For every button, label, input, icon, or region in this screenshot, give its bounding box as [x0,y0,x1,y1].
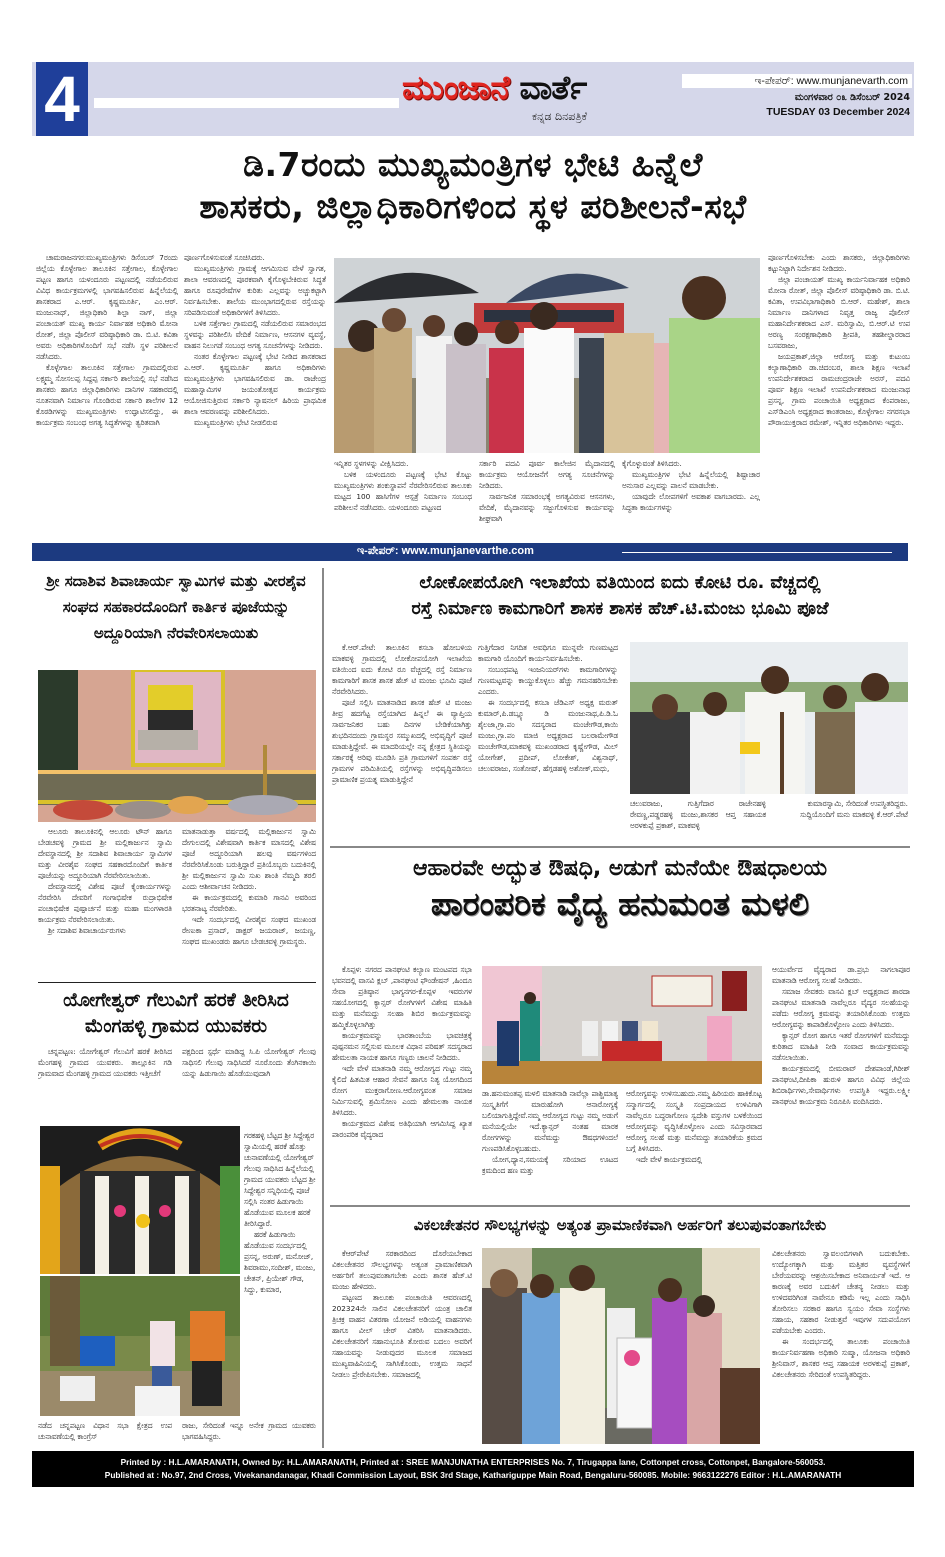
lead-col-6: ಪೂರ್ಣಗೊಳಿಸಬೇಕು ಎಂದು ಶಾಸಕರು, ಜಿಲ್ಲಾಧಿಕಾರಿಗಳು ಕಟ್ಟುನಿಟ್ಟಾಗಿ ನಿರ್ದೇಶನ ನೀಡಿದರು. ಜಿಲ್ಲಾ ಪಂಚಾಯತ್ ಮುಖ್ಯ ಕಾರ್ಯನಿರ್ವಾಹಕ ಅಧಿಕಾರಿ ಮೋನಾ ರೋತ್, ಜಿಲ್ಲಾ ಪೊಲೀಸ್ ವರಿಷ್ಠಾಧಿಕಾರಿ ಡಾ. ಬಿ.ಟಿ. ಕವಿತಾ, ಉಪವಿಭಾಗಾಧಿಕಾರಿ ಬಿ.ಆರ್. ಮಹೇಶ್, ಶಾಲಾ ನಿರ್ಮಾಣ ದಾನಿಗಳಾದ ನಿವೃತ್ತ ರಾಜ್ಯ ಪೊಲೀಸ್ ಮಹಾನಿರ್ದೇಶಕರಾದ ಎಸ್. ಮರಿಸ್ವಾಮಿ, ಬಿ.ಆರ್.ಟಿ ಉಪ ಅರಣ್ಯ ಸಂರಕ್ಷಣಾಧಿಕಾರಿ ಶ್ರೀಪತಿ, ತಹಶೀಲ್ದಾರರಾದ ಬಸವರಾಜು, ಜಯಪ್ರಕಾಶ್,ಜಿಲ್ಲಾ ಆರೋಗ್ಯ ಮತ್ತು ಕುಟುಂಬ ಕಲ್ಯಾಣಾಧಿಕಾರಿ ಡಾ.ಚಿದಂಬರ, ಶಾಲಾ ಶಿಕ್ಷಣ ಇಲಾಖೆ ಉಪನಿರ್ದೇಶಕರಾದ ರಾಮಚಂದ್ರರಾಜೇ ಅರಸ್, ಪದವಿ ಪೂರ್ವ ಶಿಕ್ಷಣ ಇಲಾಖೆ ಉಪನಿರ್ದೇಶಕರಾದ ಮಂಜುನಾಥ ಪ್ರಸನ್ನ, ಗ್ರಾಮ ಪಂಚಾಯಿತಿ ಅಧ್ಯಕ್ಷರಾದ ಕೆಂಪರಾಜು, ಎಸ್‌ಡಿಎಂಸಿ ಅಧ್ಯಕ್ಷರಾದ ಕಾಂತರಾಜು, ಕೊಳ್ಳೇಗಾಲ ನಗರಸಭಾ ಪೌರಾಯುಕ್ತರಾದ ರಮೇಶ್, ಇನ್ನಿತರ ಅಧಿಕಾರಿಗಳು ಇದ್ದರು. [768,253,910,427]
yogeshwar-col-1: ಚನ್ನಪಟ್ಟಣ: ಯೋಗೇಶ್ವರ್ ಗೆಲುವಿಗೆ ಹರಕೆ ತೀರಿಸಿದ ಮೆಂಗಹಳ್ಳಿ ಗ್ರಾಮದ ಯುವಕರು. ತಾಲ್ಲೂಕಿನ ಗಡಿ ಗ್ರಾಮವಾದ ಮೆಂಗಹಳ್ಳಿ ಗ್ರಾಮದ ಯುವಕರು ಇತ್ತೀಚೆಗೆ [38,1047,172,1078]
disabled-headline: ವಿಕಲಚೇತನರ ಸೌಲಭ್ಯಗಳನ್ನು ಅತ್ಯಂತ ಪ್ರಾಮಾಣಿಕವಾಗಿ ಅರ್ಹರಿಗೆ ತಲುಪುವಂತಾಗಬೇಕು [413,1216,827,1234]
road-photo [630,642,908,794]
ayurveda-col-3: ಆರೋಗ್ಯವನ್ನು ಉಳಿಸಬಹುದು.ನಮ್ಮ ಹಿರಿಯರು ಹಾಕಿಕೊಟ್ಟ ಸನ್ಮಾರ್ಗದಲ್ಲಿ ಸಂಸ್ಕೃತಿ ಸಂಪ್ರದಾಯದ ಉಳಿವಿಗಾಗಿ ನಾವೆಲ್ಲರೂ ಬದ್ಧರಾಗೋಣ ಸ್ವದೇಶಿ ವಸ್ತುಗಳ ಬಳಕೆಯಿಂದ ಆರೋಗ್ಯವನ್ನು ವೃದ್ಧಿಸಿಕೊಳ್ಳೋಣ ಎಂದು ಸವಿಸ್ತಾರವಾದ ಆರೋಗ್ಯ ಸಲಹೆ ಮತ್ತು ಮನೆಮದ್ದು ತಯಾರಿಕೆಯ ಕ್ರಮದ ಬಗ್ಗೆ ತಿಳಿಸಿದರು. ಇದೇ ವೇಳೆ ಕಾರ್ಯಕ್ರಮದಲ್ಲಿ [626,1089,762,1164]
health-camp-stage-image [482,966,762,1084]
logo-part1: ಮುಂಜಾನೆ [402,68,509,107]
column-divider [322,568,324,1448]
logo-part2: ವಾರ್ತೆ [519,68,587,107]
ayurveda-col-2: ಡಾ.ಹನುಮಂತಪ್ಪ ಮಳಲಿ ಮಾತನಾಡಿ ನಾವೆಲ್ಲಾ ಪಾಶ್ಚಿಮಾತ್ಯ ಸಂಸ್ಕೃತಿಗೆಗೆ ಮಾರುಹೋಗಿ ಆನಾರೋಗ್ಯಕ್ಕೆ ಬಲಿಯಾಗುತ್ತಿದ್ದೇವೆ.ನಮ್ಮ ಆರೋಗ್ಯದ ಗುಟ್ಟು ನಮ್ಮ ಅಡುಗೆ ಮನೆಯಲ್ಲಿಯೇ ಇದೆ.ಕ್ಯಾನ್ಸರ್ ನಂತಹ ಮಾರಕ ರೋಗಗಳನ್ನು ಮನೆಮದ್ದು ಔಷಧಗಳಿಂದಲೆ ಗುಣಪಡಿಸಿಕೊಳ್ಳಬಹುದು. ಯೋಗ,ಧ್ಯಾನ,ಸಮಯಕ್ಕೆ ಸರಿಯಾದ ಊಟದ ಕ್ರಮದಿಂದ ಹಣ ಮತ್ತು [482,1089,618,1175]
yogeshwar-col-2: ಪಕ್ಷದಿಂದ ಸ್ಪರ್ಧೆ ಮಾಡಿದ್ದ ಸಿ.ಪಿ ಯೋಗೇಶ್ವರ್ ಗೆಲುವು ಸಾಧಿಸಲಿ ಗೆಲುವು ಸಾಧಿಸಿದರೆ ನೂರೊಂದು ತೆಂಗಿನಕಾಯಿ ಯನ್ನು ಹಿಡುಗಾಯಿ ಹೊಡೆಯುವುದಾಗಿ [182,1047,316,1078]
newspaper-logo [402,68,586,108]
yogeshwar-col-4: ನಡೆದ ಚನ್ನಪಟ್ಟಣ ವಿಧಾನ ಸಭಾ ಕ್ಷೇತ್ರದ ಉಪ ಚುನಾವಣೆಯಲ್ಲಿ ಕಾಂಗ್ರೆಸ್ [38,1421,172,1441]
newspaper-page [32,58,914,1488]
lead-headline-line1: ಡಿ.7ರಂದು ಮುಖ್ಯಮಂತ್ರಿಗಳ ಭೇಟಿ ಹಿನ್ನೆಲೆ [243,145,703,184]
road-col-2: ಗುತ್ತಿಗೆದಾರ ನಿಗದಿತ ಅವಧಿಗೂ ಮುನ್ನವೇ ಗುಣಮಟ್ಟದ ಕಾಮಗಾರಿ ಯೊಂದಿಗೆ ಕಾರ್ಯನಿರ್ವಹಿಸಬೇಕು. ಸಂಬಂಧಪಟ್ಟ ಇಂಜನಿಯರ್‌ಗಳು ಕಾಮಗಾರಿಗಳನ್ನು ಗುಣಮಟ್ಟವನ್ನು ಕಾಯ್ದುಕೊಳ್ಳಲು ಹೆಚ್ಚು ಗಮನಹರಿಸಬೇಕು ಎಂದರು. ಈ ಸಂದರ್ಭದಲ್ಲಿ ಕಸಬಾ ಜೆಡಿಎಸ್ ಅಧ್ಯಕ್ಷ ಮರುತ್ ಕುಮಾರ್,ಪಿ.ಡಬ್ಲ್ಯೂ ಡಿ ಮಂಜುನಾಥ,ಪಿ.ಡಿ.ಓ ಶೈಲಜಾ,ಗ್ರಾ.ಪಂ ಸದಸ್ಯರಾದ ಮಂಜೇಗೌಡ,ಕಾಯಿ ಮಂಜು,ಗ್ರಾ.ಪಂ ಮಾಜಿ ಅಧ್ಯಕ್ಷರಾದ ಬಲರಾಮೇಗೌಡ ಮಂಚೇಗೌಡ,ಮಾಕವಳ್ಳಿ ಮುಖಂಡರಾದ ಕೃಷ್ಣೇಗೌಡ, ಮಿಲ್ ಯೋಗೇಶ್, ಪ್ರದೀಪ್, ಲೋಕೇಶ್, ವಿಶ್ವನಾಥ್, ಚಲುವರಾಜು, ಸಂತೋಷ್, ಹೆಗ್ಗಡಹಳ್ಳಿ ಅಶೋಕ್,ಮಧು, [478,643,618,773]
lead-col-2: ಪೂರ್ಣಗೊಳಿಸುವಂತೆ ಸೂಚಿಸಿದರು. ಮುಖ್ಯಮಂತ್ರಿಗಳು ಗ್ರಾಮಕ್ಕೆ ಆಗಮಿಸುವ ವೇಳೆ ಸ್ವಾಗತ, ಶಾಲಾ ಆವರಣದಲ್ಲಿ ಪೂರಕವಾಗಿ ಕೈಗೊಳ್ಳಬೇಕಿರುವ ಸಿದ್ಧತೆ ಹಾಗೂ ರೂಪುರೇಷೆಗಳ ಕುರಿತು ಎಲ್ಲವನ್ನು ಅಚ್ಚುಕಟ್ಟಾಗಿ ನಿರ್ವಹಿಸಬೇಕು. ಶಾಲೆಯ ಮುಂಭಾಗದಲ್ಲಿರುವ ರಸ್ತೆಯನ್ನು ಸರಿಪಡಿಸುವಂತೆ ಅಧಿಕಾರಿಗಳಿಗೆ ತಿಳಿಸಿದರು. ಬಳಿಕ ಸತ್ತೇಗಾಲ ಗ್ರಾಮದಲ್ಲಿ ನಡೆಯಲಿರುವ ಸಮಾರಂಭದ ಸ್ಥಳವನ್ನು ಪರಿಶೀಲಿಸಿ ವೇದಿಕೆ ನಿರ್ಮಾಣ, ಆಸನಗಳ ವ್ಯವಸ್ಥೆ, ವಾಹನ ನಿಲುಗಡೆ ಸಂಬಂಧ ಅಗತ್ಯ ಸೂಚನೆಗಳನ್ನು ನೀಡಿದರು. ನಂತರ ಕೊಳ್ಳೇಗಾಲ ಪಟ್ಟಣಕ್ಕೆ ಭೇಟಿ ನೀಡಿದ ಶಾಸಕರಾದ ಎ.ಆರ್. ಕೃಷ್ಣಮೂರ್ತಿ ಹಾಗೂ ಅಧಿಕಾರಿಗಳು ಮುಖ್ಯಮಂತ್ರಿಗಳು ಭಾಗವಹಿಸಲಿರುವ ಡಾ. ರಾಜೇಂದ್ರ ಮಹಾಸ್ವಾಮಿಗಳ ಜಯಂತೋತ್ಸವ ಕಾರ್ಯಕ್ರಮ ಆಯೋಜಿಸುತ್ತಿರುವ ಸರ್ಕಾರಿ ನ್ಯಾಷನಲ್ ಹಿರಿಯ ಪ್ರಾಥಮಿಕ ಶಾಲಾ ಆವರಣವನ್ನು ಪರಿಶೀಲಿಸಿದರು. ಮುಖ್ಯಮಂತ್ರಿಗಳು ಭೇಟಿ ನೀಡಲಿರುವ [184,253,326,427]
karthika-headline: ಶ್ರೀ ಸದಾಶಿವ ಶಿವಾಚಾರ್ಯ ಸ್ವಾಮಿಗಳ ಮತ್ತು ವೀರಶೈವ ಸಂಘದ ಸಹಕಾರದೊಂದಿಗೆ ಕಾರ್ತಿಕ ಪೂಜೆಯನ್ನು ಅದ್ದೂರಿಯಾಗಿ ನೆರವೇರಿಸಲಾಯಿತು [46,572,306,642]
ayurveda-photo [482,966,762,1084]
karthika-col-2: ಮಾತನಾಡುತ್ತಾ ವರ್ಷದಲ್ಲಿ ಮಲ್ಲಿಕಾರ್ಜುನ ಸ್ವಾಮಿ ದೇಗುಲದಲ್ಲಿ ವಿಶೇಷವಾಗಿ ಕಾರ್ತಿಕ ಮಾಸದಲ್ಲಿ ವಿಶೇಷ ಪೂಜೆ ಅದ್ದೂರಿಯಾಗಿ ಹಲವು ವರ್ಷಗಳಿಂದ ನೆರವೇರಿಸಿಕೊಂಡು ಬರುತ್ತಿದ್ದಾರೆ ಪ್ರತಿಯೊಬ್ಬರು ಬದುಕಿನಲ್ಲಿ ಶ್ರೀ ಮಲ್ಲಿಕಾರ್ಜುನ ಸ್ವಾಮಿ ಸುಖ ಶಾಂತಿ ನೆಮ್ಮದಿ ತರಲಿ ಎಂದು ಆಶೀರ್ವಾಚನ ನೀಡಿದರು. ಈ ಕಾರ್ಯಕ್ರಮದಲ್ಲಿ ಕುಮಾರಿ ಗಾನವಿ ಅವರಿಂದ ಭರತನಾಟ್ಯ ನೆರವೇರಿತು. ಇದೇ ಸಂದರ್ಭದಲ್ಲಿ ವೀರಶೈವ ಸಂಘದ ಮುಖಂಡ ರೇಣುಕಾ ಪ್ರಸಾದ್, ಡಾಕ್ಟರ್ ಜಯರಾಜ್, ಜಯಣ್ಣ, ಸಂಘದ ಮುಖಂಡರು ಹಾಗೂ ಬೇಡಚವಳ್ಳಿ ಗ್ರಾಮಸ್ಥರು. [182,827,316,946]
imprint-footer [32,1451,914,1487]
road-col-1: ಕೆ.ಆರ್.ಪೇಟೆ: ತಾಲೂಕಿನ ಕಸಬಾ ಹೋಬಳಿಯ ಮಾಕವಳ್ಳಿ ಗ್ರಾಮದಲ್ಲಿ ಲೋಕೋಪಯೋಗಿ ಇಲಾಖೆಯ ವತಿಯಿಂದ ಐದು ಕೋಟಿ ರೂ ವೆಚ್ಚದಲ್ಲಿ ರಸ್ತೆ ನಿರ್ಮಾಣ ಕಾಮಗಾರಿಗೆ ಶಾಸಕ ಶಾಸಕ ಹೆಚ್ ಟಿ ಮಂಜು ಭೂಮಿ ಪೂಜೆ ನೆರವೇರಿಸಿದರು. ಪೂಜೆ ಸಲ್ಲಿಸಿ ಮಾತನಾಡಿದ ಶಾಸಕ ಹೆಚ್ ಟಿ ಮಂಜು ತೀವ್ರ ಹದಗೆಟ್ಟ ರಸ್ತೆಯಾಗಿದ ಹಿನ್ನಲೆ ಈ ವ್ಯಾಪ್ತಿಯ ಸಾರ್ವಜನಿಕರ ಬಹು ದಿನಗಳ ಬೇಡಿಕೆಯಾಗಿತ್ತು ಶುಭದಿನದಂದು ಗ್ರಾಮಸ್ಥರ ಸಮ್ಮುಖದಲ್ಲಿ ಅಭಿವೃದ್ಧಿಗೆ ಪೂಜೆ ಮಾಡುತ್ತಿದ್ದೇವೆ. ಈ ಮಾದರಿಯಲ್ಲೇ ನನ್ನ ಕ್ಷೇತ್ರದ ಸ್ಥಿತಿಯನ್ನು ಸರ್ಕಾರಕ್ಕೆ ಅರಿವು ಮೂಡಿಸಿ ಪ್ರತಿ ಗ್ರಾಮಗಳಿಗೆ ಸಂಪರ್ಕ ರಸ್ತೆ ಗ್ರಾಮಗಳ ಪರಿಮಿತಿಯಲ್ಲಿ ರಸ್ತೆಗಳನ್ನು ಅಭಿವೃದ್ಧಿಪಡಿಸಲು ಪ್ರಾಮಾಣಿಕ ಪ್ರಯತ್ನ ಮಾಡುತ್ತಿದ್ದೇನೆ [332,643,472,784]
tagline: ಕನ್ನಡ ದಿನಪತ್ರಿಕೆ [532,110,588,123]
lead-col-5: ಕೈಗೊಳ್ಳುವಂತೆ ತಿಳಿಸಿದರು. ಮುಖ್ಯಮಂತ್ರಿಗಳ ಭೇಟಿ ಹಿನ್ನೆಲೆಯಲ್ಲಿ ಶಿಷ್ಟಾಚಾರ ಅನುಸಾರ ಎಲ್ಲವನ್ನು ಪಾಲನೆ ಮಾಡಬೇಕು. ಯಾವುದೇ ಲೋಪಗಳಿಗೆ ಅವಕಾಶ ವಾಗಬಾರದು. ಎಲ್ಲ ಸಿದ್ಧತಾ ಕಾರ್ಯಗಳನ್ನು [622,459,760,512]
lead-photo [334,258,760,453]
coconut-breaking-image [40,1276,240,1416]
karthika-bottom-rule [38,982,316,983]
road-col-3: ಚಲುವರಾಜು, ಗುತ್ತಿಗೆದಾರ ರಾಜೇನಹಳ್ಳಿ ರೇವಣ್ಣ,ಪಡ್ಡರಹಳ್ಳಿ ಮಂಜು,ಶಾಸಕರ ಆಪ್ತ ಸಹಾಯಕ ಅರಳಕುಪ್ಪೆ ಪ್ರಕಾಶ್, ಮಾಕವಳ್ಳಿ [630,799,766,830]
bhoomi-pooja-image [630,642,908,794]
karthika-photo [38,670,316,822]
lead-photo-image [334,258,760,453]
karthika-col-1: ಆಲೂರು ತಾಲೂಕಿನಲ್ಲಿ ಆಲೂರು ಟೌನ್ ಹಾಗೂ ಬೇಡಚವಳ್ಳಿ ಗ್ರಾಮದ ಶ್ರೀ ಮಲ್ಲಿಕಾರ್ಜುನ ಸ್ವಾಮಿ ದೇವಸ್ಥಾನದಲ್ಲಿ ಶ್ರೀ ಸದಾಶಿವ ಶಿವಾಚಾರ್ಯ ಸ್ವಾಮಿಗಳ ಮತ್ತು ವೀರಶೈವ ಸಂಘದ ಸಹಕಾರದೊಂದಿಗೆ ಕಾರ್ತಿಕ ಪೂಜೆಯನ್ನು ಅದ್ದೂರಿಯಾಗಿ ನೆರವೇರಿಸಲಾಯಿತು. ದೇವಸ್ಥಾನದಲ್ಲಿ ವಿಶೇಷ ಪೂಜೆ ಕೈಂಕಾರ್ಯಗಳನ್ನು ನೆರವೇರಿಸಿ ದೇವರಿಗೆ ಗಂಗಾಭಿಷೇಕ ರುದ್ರಾಭಿಷೇಕ ಪಂಚಾಭಿಷೇಕ ಪುಷ್ಪಾರ್ಚನೆ ಮತ್ತು ಮಹಾ ಮಂಗಳಾರತಿ ಕಾರ್ಯಕ್ರಮ ನೆರವೇರಿಸಲಾಯಿತು. ಶ್ರೀ ಸದಾಶಿವ ಶಿವಾಚಾರ್ಯರುಗಳು [38,827,172,935]
disabled-photo [482,1248,760,1444]
page-number: 4 [36,62,88,136]
epaper-band-rule [622,552,892,553]
road-col-4: ಕುಮಾರಸ್ವಾಮಿ, ಸೇರಿದಂತೆ ಉಪಸ್ಥಿತರಿದ್ದರು. ಸುದ್ದಿಯೊಂದಿಗೆ ಮನು ಮಾಕವಳ್ಳಿ ಕೆ.ಆರ್.ಪೇಟೆ [800,799,908,819]
road-headline: ಲೋಕೋಪಯೋಗಿ ಇಲಾಖೆಯ ವತಿಯಿಂದ ಐದು ಕೋಟಿ ರೂ. ವೆಚ್ಚದಲ್ಲಿ ರಸ್ತೆ ನಿರ್ಮಾಣ ಕಾಮಗಾರಿಗೆ ಶಾಸಕ ಶಾಸಕ ಹೆಚ್.ಟಿ.ಮಂಜು ಭೂಮಿ ಪೂಜೆ [411,573,829,619]
date-english: TUESDAY 03 December 2024 [766,106,910,118]
disabled-col-1: ಕೆಆರ್‌ಪೇಟೆ ಸರಕಾರದಿಂದ ದೊರೆಯಬೇಕಾದ ವಿಕಲಚೇತನರ ಸೌಲಭ್ಯಗಳನ್ನು ಅತ್ಯಂತ ಪ್ರಾಮಾಣಿಕವಾಗಿ ಅರ್ಹರಿಗೆ ತಲುಪುವಂತಾಗಬೇಕು ಎಂದು ಶಾಸಕ ಹೆಚ್.ಟಿ ಮಂಜು ಹೇಳಿದರು. ಪಟ್ಟಣದ ತಾಲೂಕು ಪಂಚಾಯಿತಿ ಆವರಣದಲ್ಲಿ 202324ನೇ ಸಾಲಿನ ವಿಕಲಚೇತನರಿಗೆ ಯಂತ್ರ ಚಾಲಿತ ತ್ರಿಚಕ್ರ ವಾಹನ ವಿತರಣಾ ಯೋಜನೆ ಅಡಿಯಲ್ಲಿ ವಾಹನಗಳು ಹಾಗೂ ವೀಲ್ ಚೇರ್ ವಿತರಿಸಿ ಮಾತನಾಡಿದರು. ವಿಕಲಚೇತನರಿಗೆ ಸಹಾನುಭೂತಿ ತೋರುವ ಬದಲು ಅವರಿಗೆ ಸಹಾಯವನ್ನು ನೀಡುವುದರ ಮೂಲಕ ಸಮಾಜದ ಮುಖ್ಯವಾಹಿನಿಯಲ್ಲಿ ಸಾಗಿಸಿಕೊಂಡು, ಉತ್ತಮ ಸಾಧನೆ ನೀಡಲು ಪ್ರೇರೇಪಿಸಬೇಕು. ಸಮಾಜದಲ್ಲಿ [332,1249,472,1379]
yogeshwar-headline: ಯೋಗೇಶ್ವರ್ ಗೆಲುವಿಗೆ ಹರಕೆ ತೀರಿಸಿದ ಮೆಂಗಹಳ್ಳಿ ಗ್ರಾಮದ ಯುವಕರು [63,990,289,1037]
deity-image [40,1126,240,1274]
masthead [32,62,914,136]
lead-col-1: ಚಾಮರಾಜನಗರ:ಮುಖ್ಯಮಂತ್ರಿಗಳು ಡಿಸೆಂಬರ್ 7ರಂದು ಜಿಲ್ಲೆಯ ಕೊಳ್ಳೇಗಾಲ ತಾಲೂಕಿನ ಸತ್ತೇಗಾಲ, ಕೊಳ್ಳೇಗಾಲ ಪಟ್ಟಣ ಹಾಗೂ ಯಳಂದೂರು ಪಟ್ಟಣದಲ್ಲಿ ನಡೆಯಲಿರುವ ವಿವಿಧ ಕಾರ್ಯಕ್ರಮಗಳಲ್ಲಿ ಭಾಗವಹಿಸಲಿರುವ ಹಿನ್ನೆಲೆಯಲ್ಲಿ ಶಾಸಕರಾದ ಎ.ಆರ್. ಕೃಷ್ಣಮೂರ್ತಿ, ಎಂ.ಆರ್. ಮಂಜುನಾಥ್, ಜಿಲ್ಲಾಧಿಕಾರಿ ಶಿಲ್ಪಾ ನಾಗ್, ಜಿಲ್ಲಾ ಪಂಚಾಯತ್ ಮುಖ್ಯ ಕಾರ್ಯ ನಿರ್ವಾಹಕ ಅಧಿಕಾರಿ ಮೋನಾ ರೋತ್, ಜಿಲ್ಲಾ ಪೊಲೀಸ್ ವರಿಷ್ಠಾಧಿಕಾರಿ ಡಾ. ಬಿ.ಟಿ. ಕವಿತಾ ಅವರು ಅಧಿಕಾರಿಗಳೊಂದಿಗೆ ಸಭೆ ನಡೆಸಿ ಸ್ಥಳ ಪರಿಶೀಲನೆ ನಡೆಸಿದರು. ಕೊಳ್ಳೇಗಾಲ ತಾಲೂಕಿನ ಸತ್ತೇಗಾಲ ಗ್ರಾಮದಲ್ಲಿರುವ ಲಕ್ಷ್ಮಮ್ಮ ಸೋಸಲಪ್ಪ ಸಿದ್ದಪ್ಪ ಸರ್ಕಾರಿ ಶಾಲೆಯಲ್ಲಿ ಸಭೆ ನಡೆಸಿದ ಶಾಸಕರು ಹಾಗೂ ಜಿಲ್ಲಾಧಿಕಾರಿಗಳು ದಾನಿಗಳ ಸಹಕಾರದಲ್ಲಿ ನೂತನವಾಗಿ ನಿರ್ಮಾಣ ಗೊಂಡಿರುವ ಸರ್ಕಾರಿ ಶಾಲೆಗಳ 12 ಕೊಠಡಿಗಳನ್ನು ಮುಖ್ಯಮಂತ್ರಿಗಳು ಉದ್ಘಾಟಿಸಲಿದ್ದು, ಈ ಕಾರ್ಯಕ್ರಮ ಸಂಬಂಧ ಅಗತ್ಯ ಸಿದ್ಧತೆಗಳನ್ನು ತ್ವರಿತವಾಗಿ [36,253,178,427]
lead-headline [32,144,914,228]
epaper-band-link[interactable]: ಇ-ಪೇಪರ್: www.munjanevarthe.com [357,545,534,557]
epaper-link[interactable]: ಇ-ಪೇಪರ್: www.munjanevarth.com [682,74,912,88]
date-kannada: ಮಂಗಳವಾರ ೦೩ ಡಿಸೆಂಬರ್ 2024 [794,92,910,103]
masthead-bar [94,98,399,108]
epaper-band [32,543,908,561]
ayurveda-headline: ಆಹಾರವೇ ಅದ್ಭುತ ಔಷಧಿ, ಅಡುಗೆ ಮನೆಯೇ ಔಷಧಾಲಯ ಪಾರಂಪರಿಕ ವೈದ್ಯ ಹನುಮಂತ ಮಳಲಿ [412,856,828,923]
ayurveda-bottom-rule [330,1205,910,1207]
ayurveda-col-4: ಆಯುರ್ವೇದ ವೈದ್ಯರಾದ ಡಾ.ಪ್ರಭು ನಾಗಲಾಪೂರ ಮಾತನಾಡಿ ಆರೋಗ್ಯ ಸಲಹೆ ನೀಡಿದರು. ಸಮಾಜ ಸೇವಕರು ವಾಸವಿ ಕ್ಲಬ್ ಅಧ್ಯಕ್ಷರಾದ ಶಾರದಾ ಪಾನಘಂಟಿ ಮಾತನಾಡಿ ನಾವೆಲ್ಲರೂ ವೈದ್ಯರ ಸಲಹೆಯನ್ನು ಪಡೆದು ಆರೋಗ್ಯ ಕ್ರಮವನ್ನು ತಯಾರಿಸಿಕೊಂಡು ಉತ್ತಮ ಆರೋಗ್ಯವನ್ನು ಕಾಪಾಡಿಕೊಳ್ಳೋಣ ಎಂದು ತಿಳಿಸಿದರು. ಕ್ಯಾನ್ಸರ್ ರೋಗ ಹಾಗೂ ಇತರೆ ರೋಗಗಳಿಗೆ ಮನೆಮದ್ದು ಕುರಿತಾದ ಮಾಹಿತಿ ನೀಡಿ ಸಂವಾದ ಕಾರ್ಯಕ್ರಮವನ್ನು ನಡೆಸಲಾಯಿತು. ಕಾರ್ಯಕ್ರಮದಲ್ಲಿ ಬೀಮರಾವ್ ದೇಶಪಾಂಡೆ,ಗಿರೀಶ್ ಪಾನಘಂಟಿ,ದೀಪಿಕಾ ಹುರುಳಿ ಹಾಗೂ ವಿವಿಧ ಜಿಲ್ಲೆಯ ಶಿಬಿರಾರ್ಥಿಗಳು,ಸೇವಾರ್ಥಿಗಳು ಉಪಸ್ಥಿತಿ ಇದ್ದರು.ಲಕ್ಷ್ಮೀ ಪಾನಘಂಟಿ ಕಾರ್ಯಕ್ರಮ ನಿರೂಪಿಸಿ ವಂದಿಸಿದರು. [772,965,910,1106]
imprint-line-1: Printed by : H.L.AMARANATH, Owned by: H.L.AMARANATH, Printed at : SREE MANJUNATHA ENTERPRISES No. 7, Tirugappa lane, Cottonpet cross, Cottonpet, Bangalore-560053. [120,1457,826,1467]
scooter-distribution-image [482,1248,760,1444]
lead-col-4: ಸರ್ಕಾರಿ ಪದವಿ ಪೂರ್ವ ಕಾಲೇಜಿನ ಮೈದಾನದಲ್ಲಿ ಕಾರ್ಯಕ್ರಮ ಆಯೋಜನೆಗೆ ಅಗತ್ಯ ಸೂಚನೆಗಳನ್ನು ನೀಡಿದರು. ಸಾರ್ವಜನಿಕ ಸಮಾರಂಭಕ್ಕೆ ಅಗತ್ಯವಿರುವ ಆಸನಗಳು, ವೇದಿಕೆ, ಮೈದಾನವನ್ನು ಸಜ್ಜುಗೊಳಿಸುವ ಕಾರ್ಯವನ್ನು ಶೀಘ್ರವಾಗಿ [479,459,615,523]
lead-headline-line2: ಶಾಸಕರು, ಜಿಲ್ಲಾಧಿಕಾರಿಗಳಿಂದ ಸ್ಥಳ ಪರಿಶೀಲನೆ-ಸಭೆ [199,187,747,226]
yogeshwar-col-3: ಗರಕಹಳ್ಳಿ ಬೆಟ್ಟದ ಶ್ರೀ ಸಿದ್ದೇಶ್ವರ ಸ್ವಾಮಿಯಲ್ಲಿ ಹರಕೆ ಹೊತ್ತು ಚುನಾವಣೆಯಲ್ಲಿ ಯೋಗೇಶ್ವರ್ ಗೆಲುವು ಸಾಧಿಸಿದ ಹಿನ್ನೆಲೆಯಲ್ಲಿ ಗ್ರಾಮದ ಯುವಕರು ಬೆಟ್ಟದ ಶ್ರೀ ಸಿದ್ದೇಶ್ವರ ಸನ್ನಿಧಿಯಲ್ಲಿ ಪೂಜೆ ಸಲ್ಲಿಸಿ ನಂತರ ಹಿಡುಗಾಯಿ ಹೊಡೆಯುವ ಮೂಲಕ ಹರಕೆ ತೀರಿಸಿದ್ದಾರೆ. ಹರಕೆ ಹಿಡುಗಾಯಿ ಹೊಡೆಯುವ ಸಂದರ್ಭದಲ್ಲಿ ಪ್ರಸನ್ನ, ಅರುಣ್, ಮನೋಜ್, ಶಿವರಾಮು,ಸಂದೀಶ್, ಮಂಜು, ಚೇತನ್, ಪ್ರಿಯೇಶ್ ಗೌಡ, ಸಿದ್ದು, ಕುಮಾರ, [244,1131,316,1294]
karthika-photo-image [38,670,316,822]
disabled-col-2: ವಿಕಲಚೇತನರು ಸ್ವಾವಲಂಬಿಗಳಾಗಿ ಬದುಕಬೇಕು. ಉದ್ಯೋಗಕ್ಕಾಗಿ ಮತ್ತು ಮತ್ತಿತರ ವ್ಯವಸ್ಥೆಗಳಿಗೆ ಬೇರೆಯವರನ್ನು ಆಶ್ರಯಿಸಬೇಕಾದ ಅನಿವಾರ್ಯತೆ ಇದೆ. ಆ ಕಾರಣಕ್ಕೆ ಅವರ ಬದುಕಿಗೆ ಚೇತನ್ಯ ನೀಡಲು ಮತ್ತು ಉಳಿದವರಿಗಿಂತ ನಾವೇನೂ ಕಡಿಮೆ ಇಲ್ಲ ಎಂದು ಸಾಧಿಸಿ ತೋರಿಸಲು ಸರಕಾರ ಹಾಗೂ ಸ್ವಯಂ ಸೇವಾ ಸಂಸ್ಥೆಗಳು ಸಹಾಯ, ಸಹಕಾರ ನೀಡುತ್ತವೆ ಇವುಗಳ ಸದುಪಯೋಗ ಪಡೆಯಬೇಕು ಎಂದರು. ಈ ಸಂದರ್ಭದಲ್ಲಿ ತಾಲೂಕು ಪಂಚಾಯಿತಿ ಕಾರ್ಯನಿರ್ವಹಣಾ ಅಧಿಕಾರಿ ಸುಷ್ಮಾ, ಯೋಜನಾ ಅಧಿಕಾರಿ ಶ್ರೀನಿವಾಸ್, ಶಾಸಕರ ಆಪ್ತ ಸಹಾಯಕ ಅರಳಕುಪ್ಪೆ ಪ್ರಕಾಶ್, ವಿಕಲಚೇತನರು ಸೇರಿದಂತೆ ಉಪಸ್ಥಿತರಿದ್ದರು. [772,1249,910,1379]
lead-col-3: ಇನ್ನಿತರ ಸ್ಥಳಗಳನ್ನು ವೀಕ್ಷಿಸಿದರು. ಬಳಿಕ ಯಳಂದೂರು ಪಟ್ಟಣಕ್ಕೆ ಭೇಟಿ ಕೊಟ್ಟು ಮುಖ್ಯಮಂತ್ರಿಗಳು ಶಂಕುಸ್ಥಾಪನೆ ನೆರವೇರಿಸಲಿರುವ ತಾಲೂಕು ಮಟ್ಟದ 100 ಹಾಸಿಗೆಗಳ ಆಸ್ಪತ್ರೆ ನಿರ್ಮಾಣ ಸಂಬಂಧ ಪರಿಶೀಲನೆ ನಡೆಸಿದರು. ಯಳಂದೂರು ಪಟ್ಟಣದ [334,459,472,512]
yogeshwar-photo-coconut [40,1276,240,1416]
ayurveda-col-1: ಕೊಪ್ಪಳ: ನಗರದ ಪಾನಘಂಟಿ ಕಲ್ಯಾಣ ಮಂಟಪದ ಸಭಾ ಭವನದಲ್ಲಿ ವಾಸವಿ ಕ್ಲಬ್ ,ಪಾನಘಂಟಿ ಫೌಂಡೇಷನ್ ,ಹಿಂದೂ ಸೇವಾ ಪ್ರತಿಷ್ಠಾನ ಭಾಗ್ಯನಗರ-ಕೊಪ್ಪಳ ಇವರುಗಳ ಸಹಯೋಗದಲ್ಲಿ ಕ್ಯಾನ್ಸರ್ ರೋಗಿಗಳಿಗೆ ವಿಶೇಷ ಮಾಹಿತಿ ಮತ್ತು ಮನೆಮದ್ದು ಸಲಹಾ ಶಿಬಿರ ಕಾರ್ಯಕ್ರಮವನ್ನು ಹಮ್ಮಿಕೊಳ್ಳಲಾಗಿತ್ತು ಕಾರ್ಯಕ್ರಮವನ್ನು ಭಾರತಾಂಬೆಯ ಭಾವಚಿತ್ರಕ್ಕೆ ಪುಷ್ಪನಮನ ಸಲ್ಲಿಸುವ ಮೂಲಕ ವಿಧಾನ ಪರಿಷತ್ ಸದಸ್ಯರಾದ ಹೇಮಲತಾ ನಾಯಕ ಹಾಗೂ ಗಣ್ಯರು ಚಾಲನೆ ನೀಡಿದರು. ಇದೇ ವೇಳೆ ಮಾತನಾಡಿ ನಮ್ಮ ಆರೋಗ್ಯದ ಗುಟ್ಟು ನಮ್ಮ ಕೈಲಿದೆ ಹಿತಮಿತ ಆಹಾರ ಸೇವನೆ ಹಾಗೂ ನಿತ್ಯ ಯೋಗದಿಂದ ರೋಗ ಮುಕ್ತರಾಗೋಣ.ಆರೋಗ್ಯವಂತ ಸಮಾಜ ನಿರ್ಮಿಸುವಲ್ಲಿ ಶ್ರಮಿಸೋಣ ಎಂದು ಹೇಮಲತಾ ನಾಯಕ ತಿಳಿಸಿದರು. ಕಾರ್ಯಕ್ರಮದ ವಿಶೇಷ ಅತಿಥಿಯಾಗಿ ಆಗಮಿಸಿದ್ದ ಖ್ಯಾತ ಪಾರಂಪರಿಕ ವೈದ್ಯರಾದ [332,965,472,1139]
imprint-line-2: Published at : No.97, 2nd Cross, Vivekanandanagar, Khadi Commission Layout, BSK 3rd Stage, Kathariguppe Main Road, Bengaluru-560085. Mobile: 9663122276 Editor : H.L.AMARANATH [104,1470,842,1480]
road-bottom-rule [330,846,910,848]
yogeshwar-col-5: ರಾಜು, ಸೇರಿದಂತೆ ಇನ್ನೂ ಅನೇಕ ಗ್ರಾಮದ ಯುವಕರು ಭಾಗವಹಿಸಿದ್ದರು. [182,1421,316,1441]
yogeshwar-photo-deity [40,1126,240,1274]
